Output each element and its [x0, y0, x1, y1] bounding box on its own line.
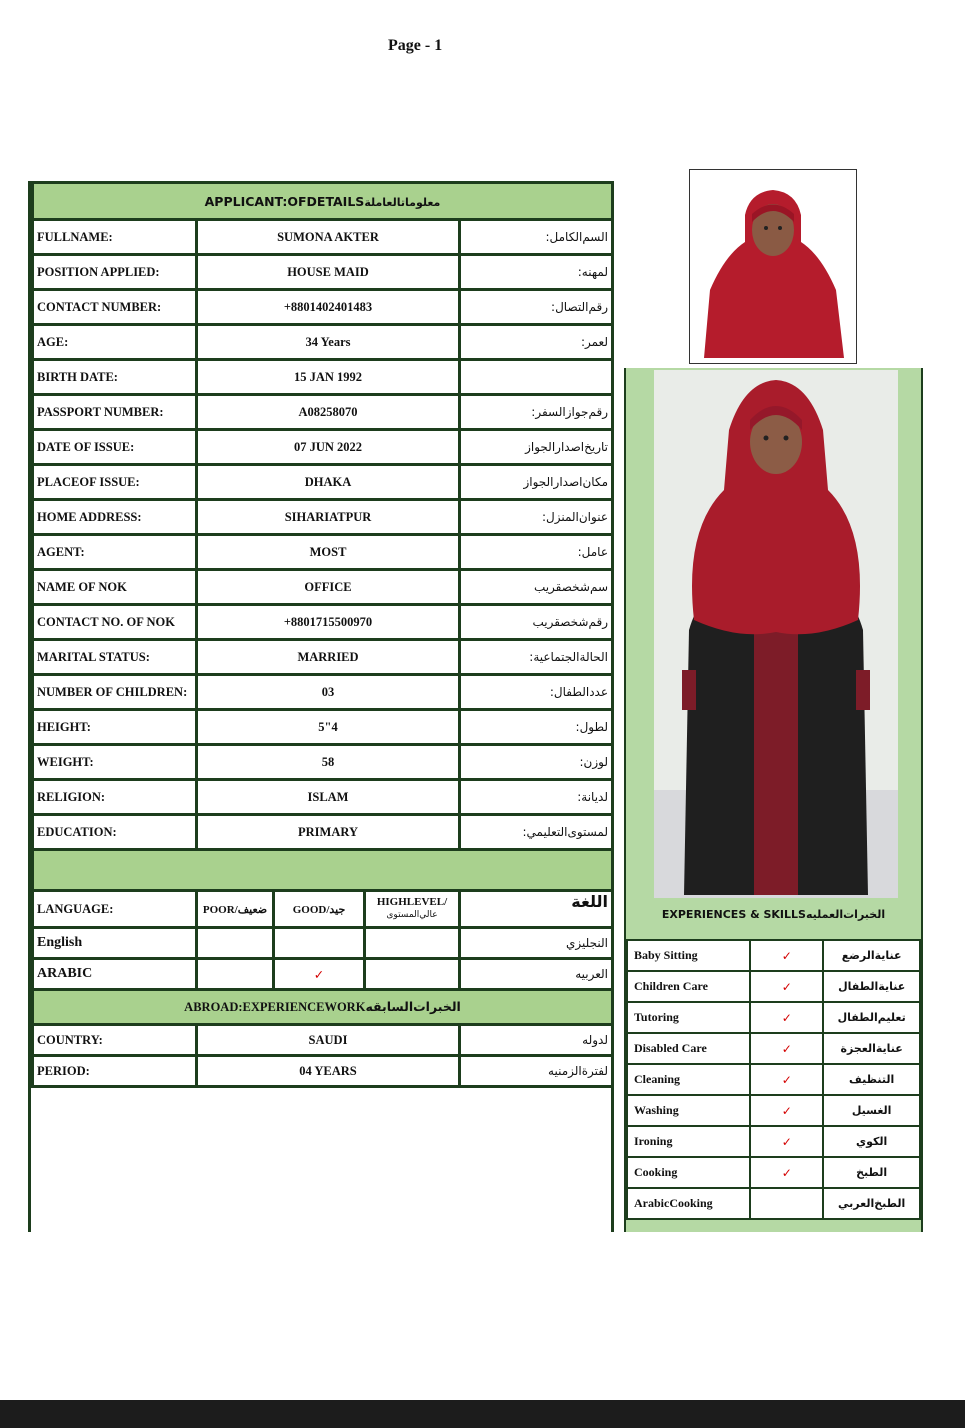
table-row: [33, 675, 613, 710]
high-header-label: HIGHLEVEL/: [376, 896, 448, 908]
skill-name-ar: تعليم‌الطفال: [823, 1002, 920, 1033]
country-label-ar: لدوله: [460, 1025, 613, 1056]
field-label: AGE:: [33, 325, 197, 360]
field-value: +8801402401483: [197, 290, 460, 325]
field-label: EDUCATION:: [33, 815, 197, 850]
field-label: CONTACT NUMBER:: [33, 290, 197, 325]
language-english-ar: النجليزي: [460, 928, 613, 959]
field-value: OFFICE: [197, 570, 460, 605]
skill-name: Cooking: [627, 1157, 750, 1188]
field-value: PRIMARY: [197, 815, 460, 850]
language-arabic: ARABIC: [33, 959, 197, 990]
field-value: 5"4: [197, 710, 460, 745]
page-label: Page - 1: [388, 37, 443, 54]
field-label: WEIGHT:: [33, 745, 197, 780]
skill-check: ✓: [750, 1002, 823, 1033]
skill-name: Children Care: [627, 971, 750, 1002]
field-value: 03: [197, 675, 460, 710]
table-row: [33, 1025, 613, 1056]
skill-name: Disabled Care: [627, 1033, 750, 1064]
section-spacer: [33, 850, 613, 891]
applicant-full-photo: [654, 370, 898, 898]
table-row: [33, 745, 613, 780]
field-label: PLACEOF ISSUE:: [33, 465, 197, 500]
skill-check: ✓: [750, 971, 823, 1002]
skill-check: ✓: [750, 1157, 823, 1188]
table-row: [33, 395, 613, 430]
skill-row: [627, 1064, 920, 1095]
field-value: +8801715500970: [197, 605, 460, 640]
field-label: NUMBER OF CHILDREN:: [33, 675, 197, 710]
skill-row: [627, 1002, 920, 1033]
skill-name-ar: عناية‌الرضع: [823, 940, 920, 971]
field-value: HOUSE MAID: [197, 255, 460, 290]
abroad-title-ar: الخبرات‌السابقه: [365, 999, 461, 1014]
skill-name-ar: الطبخ‌العربي: [823, 1188, 920, 1219]
field-label-ar: مكان‌اصدارالجواز: [460, 465, 613, 500]
field-value: SUMONA AKTER: [197, 220, 460, 255]
period-value: 04 YEARS: [197, 1056, 460, 1087]
good-header: GOOD/جيد: [274, 891, 365, 928]
english-high-cell: [365, 928, 460, 959]
field-label: AGENT:: [33, 535, 197, 570]
skill-name: Baby Sitting: [627, 940, 750, 971]
field-label-ar: لديانة:: [460, 780, 613, 815]
skill-name-ar: الغسيل: [823, 1095, 920, 1126]
skill-row: [627, 971, 920, 1002]
details-header: [33, 184, 613, 220]
skills-title: EXPERIENCES & SKILLSالخبرات‌العمليه: [661, 908, 886, 921]
field-label: PASSPORT NUMBER:: [33, 395, 197, 430]
field-value: 34 Years: [197, 325, 460, 360]
field-value: MOST: [197, 535, 460, 570]
field-label: RELIGION:: [33, 780, 197, 815]
table-row: [33, 465, 613, 500]
arabic-good-check: ✓: [274, 959, 365, 990]
skill-check: [750, 1188, 823, 1219]
table-row: [33, 290, 613, 325]
table-row: [33, 815, 613, 850]
field-label: BIRTH DATE:: [33, 360, 197, 395]
skill-check: ✓: [750, 1033, 823, 1064]
skills-table: [626, 939, 921, 1220]
applicant-details-table: [28, 181, 614, 1232]
field-label-ar: السم‌الكامل:: [460, 220, 613, 255]
field-label-ar: [460, 360, 613, 395]
abroad-title: ABROAD:EXPERIENCEWORK: [184, 1000, 366, 1014]
english-poor-cell: [197, 928, 274, 959]
skill-row: [627, 1095, 920, 1126]
table-row: [33, 535, 613, 570]
table-row: [33, 640, 613, 675]
english-good-cell: [274, 928, 365, 959]
field-label-ar: لعمر:: [460, 325, 613, 360]
table-row: [33, 500, 613, 535]
table-row: [33, 605, 613, 640]
language-arabic-ar: العربيه: [460, 959, 613, 990]
details-title: APPLICANT:OFDETAILS: [204, 193, 365, 209]
field-value: 58: [197, 745, 460, 780]
table-row: [33, 325, 613, 360]
field-label-ar: لوزن:: [460, 745, 613, 780]
skill-check: ✓: [750, 1126, 823, 1157]
field-value: DHAKA: [197, 465, 460, 500]
skill-name: Ironing: [627, 1126, 750, 1157]
country-label: COUNTRY:: [33, 1025, 197, 1056]
language-label-ar: اللغة: [460, 891, 613, 928]
field-label-ar: لمستوى‌التعليمي:: [460, 815, 613, 850]
arabic-high-cell: [365, 959, 460, 990]
field-label-ar: لطول:: [460, 710, 613, 745]
period-label: PERIOD:: [33, 1056, 197, 1087]
language-english: English: [33, 928, 197, 959]
period-label-ar: لفترةالزمنيه: [460, 1056, 613, 1087]
skill-row: [627, 940, 920, 971]
applicant-passport-photo: [689, 169, 857, 364]
skill-row: [627, 1033, 920, 1064]
skill-row: [627, 1188, 920, 1219]
field-label: DATE OF ISSUE:: [33, 430, 197, 465]
field-label: FULLNAME:: [33, 220, 197, 255]
field-label-ar: لمهنه:: [460, 255, 613, 290]
field-value: ISLAM: [197, 780, 460, 815]
table-row: [33, 360, 613, 395]
field-label-ar: رقم‌جوازالسفر:: [460, 395, 613, 430]
table-row: [33, 780, 613, 815]
field-label-ar: عنوان‌المنزل:: [460, 500, 613, 535]
field-label-ar: تاريخ‌اصدارالجواز: [460, 430, 613, 465]
skill-name: Cleaning: [627, 1064, 750, 1095]
skill-name-ar: عناية‌العجزة: [823, 1033, 920, 1064]
language-label: LANGUAGE:: [33, 891, 197, 928]
field-label-ar: عامل:: [460, 535, 613, 570]
skill-check: ✓: [750, 1064, 823, 1095]
skill-check: ✓: [750, 940, 823, 971]
field-value: A08258070: [197, 395, 460, 430]
table-row: [33, 220, 613, 255]
field-value: SIHARIATPUR: [197, 500, 460, 535]
right-panel: [624, 368, 923, 1232]
field-label: HOME ADDRESS:: [33, 500, 197, 535]
high-header: [365, 891, 460, 928]
skill-name-ar: الطبخ: [823, 1157, 920, 1188]
field-label: CONTACT NO. OF NOK: [33, 605, 197, 640]
bottom-bar: [0, 1400, 965, 1428]
table-row: [33, 1056, 613, 1087]
details-title-ar: معلوماتالعاملة: [364, 195, 441, 209]
field-label-ar: عددالطفال:: [460, 675, 613, 710]
field-value: 15 JAN 1992: [197, 360, 460, 395]
field-label: POSITION APPLIED:: [33, 255, 197, 290]
skill-check: ✓: [750, 1095, 823, 1126]
skill-name-ar: الكوي: [823, 1126, 920, 1157]
field-value: MARRIED: [197, 640, 460, 675]
table-row: [33, 255, 613, 290]
skill-row: [627, 1126, 920, 1157]
table-row: [33, 430, 613, 465]
field-value: 07 JUN 2022: [197, 430, 460, 465]
skill-name: Tutoring: [627, 1002, 750, 1033]
field-label-ar: رقم‌شخصقريب: [460, 605, 613, 640]
table-row: [33, 710, 613, 745]
country-value: SAUDI: [197, 1025, 460, 1056]
field-label-ar: سم‌شخصقريب: [460, 570, 613, 605]
field-label: HEIGHT:: [33, 710, 197, 745]
arabic-poor-cell: [197, 959, 274, 990]
skill-name: Washing: [627, 1095, 750, 1126]
field-label-ar: الحالة‌الجتماعية:: [460, 640, 613, 675]
field-label: NAME OF NOK: [33, 570, 197, 605]
table-row: [33, 570, 613, 605]
poor-header: POOR/ضعيف: [197, 891, 274, 928]
skill-name: ArabicCooking: [627, 1188, 750, 1219]
skill-name-ar: عناية‌الطفال: [823, 971, 920, 1002]
abroad-header: [33, 990, 613, 1025]
field-label-ar: رقم‌التصال:: [460, 290, 613, 325]
skill-row: [627, 1157, 920, 1188]
skill-name-ar: التنظيف: [823, 1064, 920, 1095]
field-label: MARITAL STATUS:: [33, 640, 197, 675]
high-header-ar: عالي‌المستوى: [386, 910, 438, 920]
